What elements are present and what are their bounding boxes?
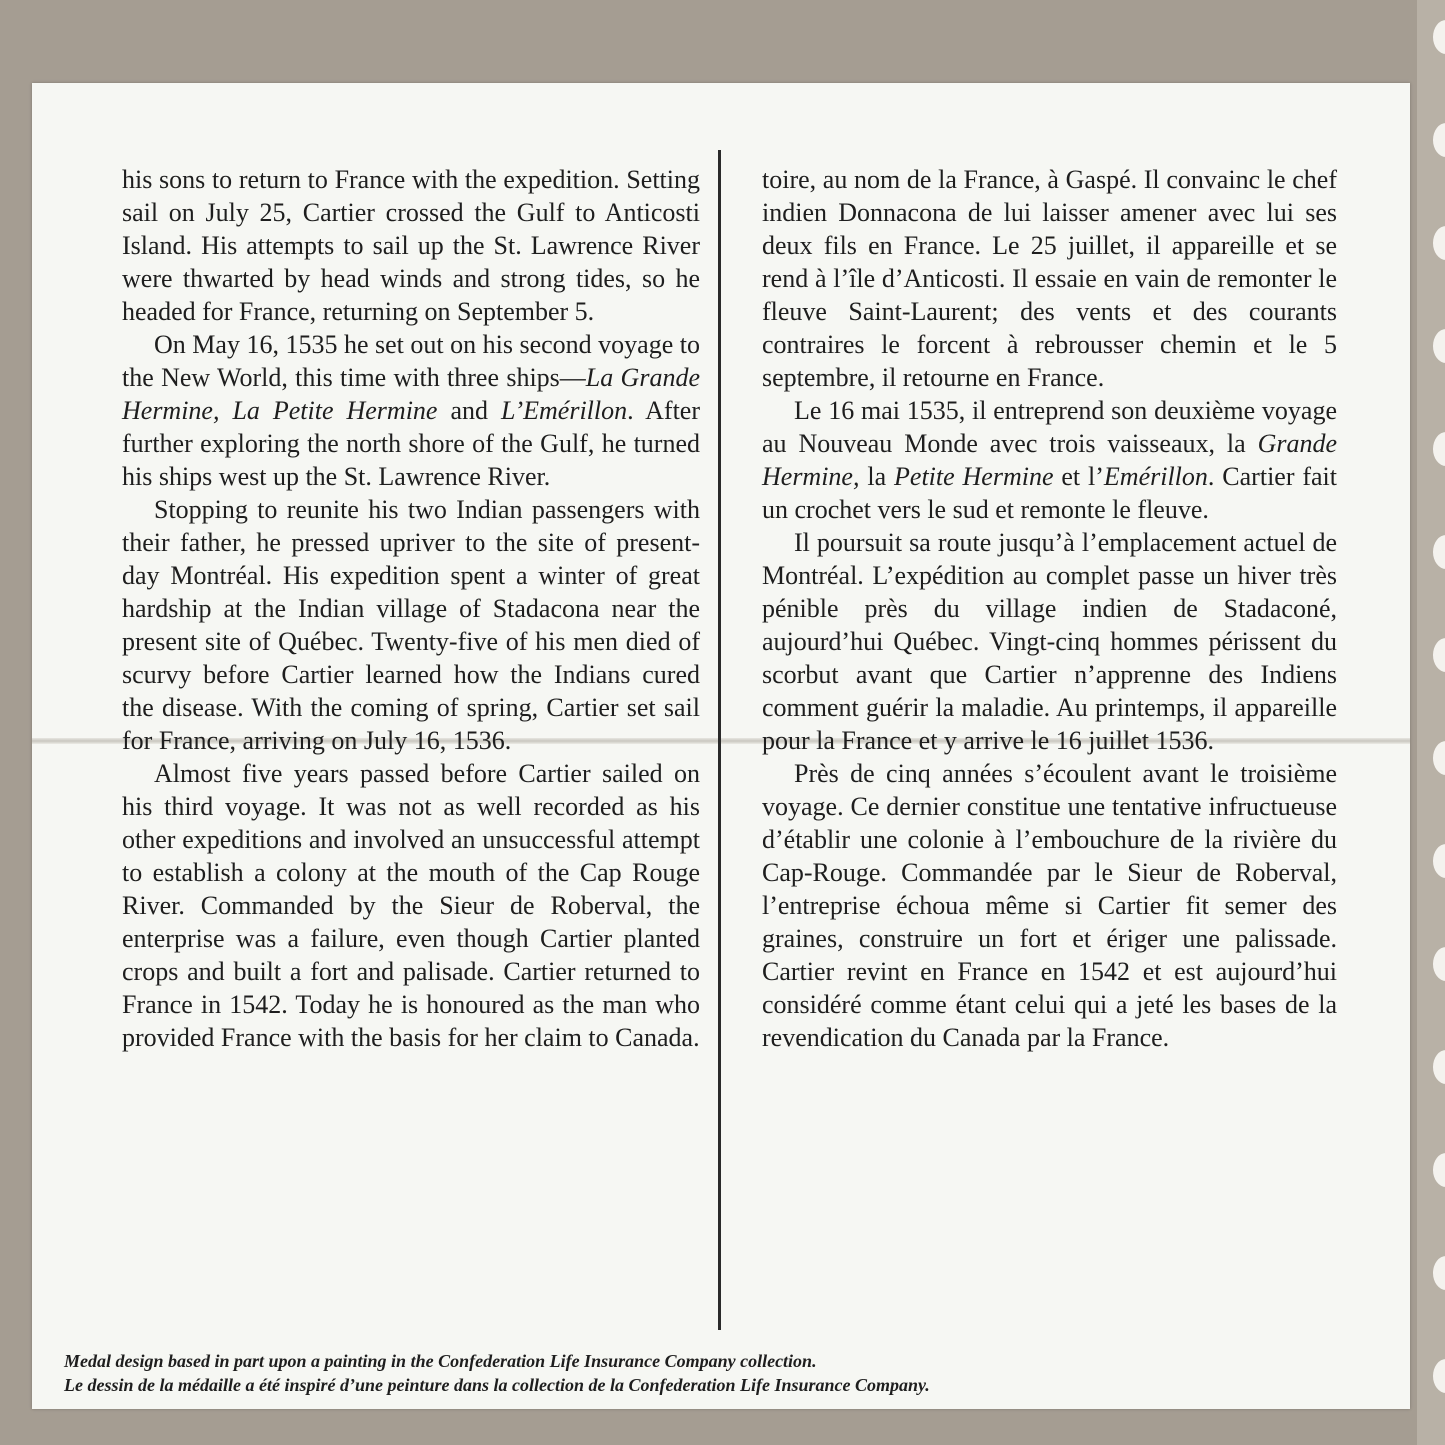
text-run: Le 16 mai 1535, il entreprend son deuxième voyage au Nouveau Monde avec trois vaisseaux, la [762, 396, 1337, 458]
ship-name: La Grande Hermine, La Petite Hermine [122, 363, 700, 425]
english-column [122, 163, 700, 1054]
english-paragraph-2 [122, 328, 700, 493]
ship-name: Grande Hermine, [762, 429, 1337, 491]
text-run: Il poursuit sa route jusqu’à l’emplacement actuel de Montréal. L’expédition au complet passe un hiver très pénible près du village indien de Stadaconé, aujourd’hui Québec. Vingt-cinq hommes périssent du scorbut avant que Cartier n’apprenne des Indiens comment guérir la maladie. Au printemps, il appareille pour la France et y arrive le 16 juillet 1536. [762, 528, 1337, 755]
text-run: Stopping to reunite his two Indian passengers with their father, he pressed upriver to the site of present-day Montréal. His expedition spent a winter of great hardship at the Indian village of Stadacona near the present site of Québec. Twenty-five of his men died of scurvy before Cartier learned how the Indians cured the disease. With the coming of spring, Cartier set sail for France, arriving on July 16, 1536. [122, 495, 700, 755]
french-paragraph-4 [762, 757, 1337, 1054]
ship-name: Petite Hermine [894, 462, 1054, 491]
english-paragraph-4 [122, 757, 700, 1054]
document-page [32, 83, 1410, 1409]
french-paragraph-1 [762, 163, 1337, 394]
footnote-french: Le dessin de la médaille a été inspiré d’une peinture dans la collection de la Confederation Life Insurance Company. [64, 1375, 930, 1395]
text-run: toire, au nom de la France, à Gaspé. Il convainc le chef indien Donnacona de lui laisser amener avec lui ses deux fils en France. Le 25 juillet, il appareille et se rend à l’île d’Anticosti. Il essaie en vain de remonter le fleuve Saint-Laurent; des vents et des courants contraires le forcent à rebrousser chemin et le 5 septembre, il retourne en France. [762, 165, 1337, 392]
text-run: On May 16, 1535 he set out on his second voyage to the New World, this time with three ships— [122, 330, 700, 392]
binder-edge [1417, 0, 1445, 1445]
text-run: and [437, 396, 501, 425]
text-run: et l’ [1053, 462, 1104, 491]
english-paragraph-3 [122, 493, 700, 757]
text-run: la [859, 462, 895, 491]
text-run: Près de cinq années s’écoulent avant le troisième voyage. Ce dernier constitue une tentative infructueuse d’établir une colonie à l’embouchure de la rivière du Cap-Rouge. Commandée par le Sieur de Roberval, l’entreprise échoua même si Cartier fit semer des graines, construire un fort et ériger une palissade. Cartier revint en France en 1542 et est aujourd’hui considéré comme étant celui qui a jeté les bases de la revendication du Canada par la France. [762, 759, 1337, 1052]
ship-name: L’Emérillon [500, 396, 628, 425]
english-paragraph-1 [122, 163, 700, 328]
text-run: . After further exploring the north shore of the Gulf, he turned his ships west up the St. Lawrence River. [122, 396, 701, 491]
column-divider [718, 150, 721, 1330]
footnote [64, 1349, 1314, 1397]
text-run: . Cartier fait un crochet vers le sud et remonte le fleuve. [762, 462, 1338, 524]
french-column [762, 163, 1337, 1054]
text-run: his sons to return to France with the expedition. Setting sail on July 25, Cartier crossed the Gulf to Anticosti Island. His attempts to sail up the St. Lawrence River were thwarted by head winds and strong tides, so he headed for France, returning on September 5. [122, 165, 700, 326]
footnote-english: Medal design based in part upon a painting in the Confederation Life Insurance Company collection. [64, 1351, 817, 1371]
text-run: Almost five years passed before Cartier sailed on his third voyage. It was not as well recorded as his other expeditions and involved an unsuccessful attempt to establish a colony at the mouth of the Cap Rouge River. Commanded by the Sieur de Roberval, the enterprise was a failure, even though Cartier planted crops and built a fort and palisade. Cartier returned to France in 1542. Today he is honoured as the man who provided France with the basis for her claim to Canada. [122, 759, 700, 1052]
french-paragraph-2 [762, 394, 1337, 526]
french-paragraph-3 [762, 526, 1337, 757]
ship-name: Emérillon [1103, 462, 1208, 491]
